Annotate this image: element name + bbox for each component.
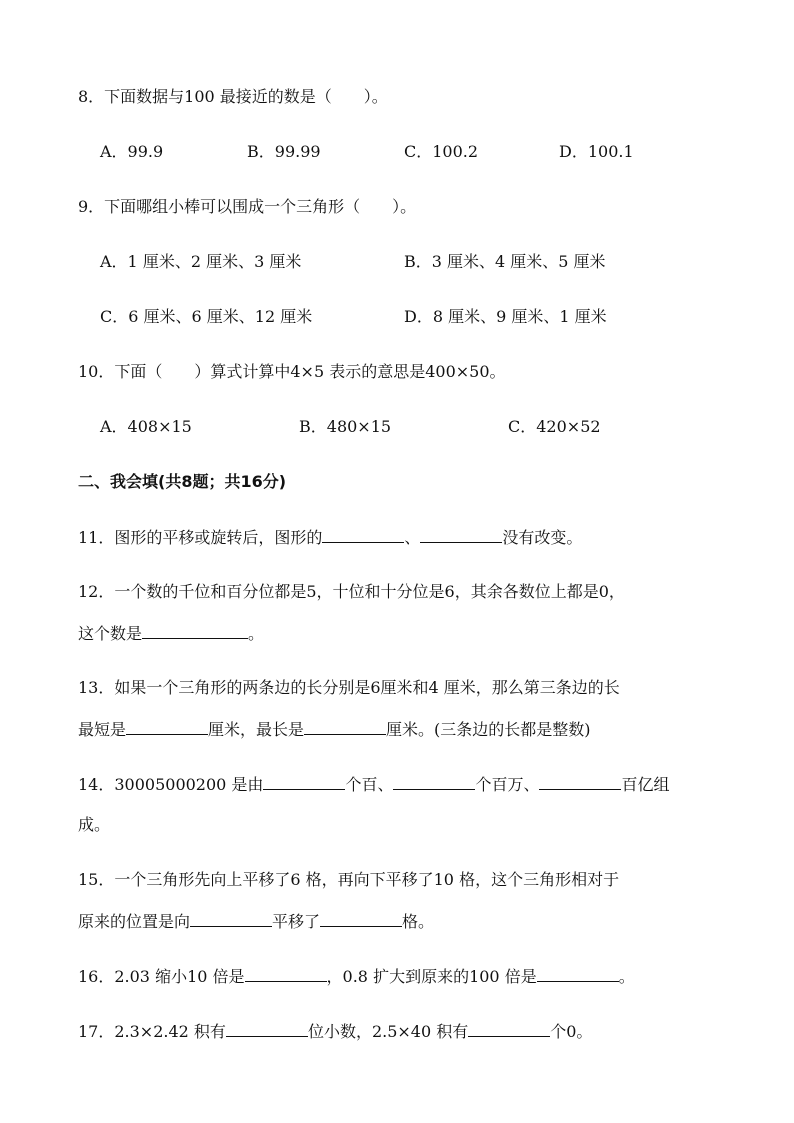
q8-option-c: C．100.2 bbox=[404, 142, 479, 161]
q15-text-c: 格。 bbox=[402, 912, 435, 931]
q8-option-b: B．99.99 bbox=[247, 142, 321, 161]
question-15-line-1: 15．一个三角形先向上平移了6 格，再向下平移了10 格，这个三角形相对于 bbox=[78, 870, 620, 889]
q16-text-a: 16．2.03 缩小10 倍是 bbox=[78, 967, 245, 986]
question-14-line-2: 成。 bbox=[78, 815, 111, 834]
q10-option-a: A．408×15 bbox=[100, 417, 192, 436]
q14-blank-1[interactable] bbox=[263, 773, 345, 790]
q15-blank-1[interactable] bbox=[190, 910, 272, 927]
q17-text-c: 个0。 bbox=[550, 1022, 593, 1041]
q13-blank-1[interactable] bbox=[126, 718, 208, 735]
q12-text-a: 这个数是 bbox=[78, 624, 143, 643]
question-11 bbox=[78, 526, 582, 549]
question-12-line-2 bbox=[78, 622, 264, 645]
q11-text-a: 11．图形的平移或旋转后，图形的 bbox=[78, 528, 323, 547]
q11-blank-2[interactable] bbox=[420, 526, 502, 543]
q11-blank-1[interactable] bbox=[322, 526, 404, 543]
q14-text-d: 百亿组 bbox=[621, 775, 670, 794]
q13-text-a: 最短是 bbox=[78, 720, 127, 739]
q17-text-a: 17．2.3×2.42 积有 bbox=[78, 1022, 226, 1041]
q14-blank-3[interactable] bbox=[539, 773, 621, 790]
question-13-line-1: 13．如果一个三角形的两条边的长分别是6厘米和4 厘米，那么第三条边的长 bbox=[78, 678, 620, 697]
q8-option-d: D．100.1 bbox=[559, 142, 634, 161]
q9-option-a: A．1 厘米、2 厘米、3 厘米 bbox=[100, 252, 302, 271]
q16-blank-2[interactable] bbox=[537, 965, 619, 982]
q14-text-a: 14．30005000200 是由 bbox=[78, 775, 264, 794]
q15-text-b: 平移了 bbox=[272, 912, 321, 931]
q11-text-c: 没有改变。 bbox=[502, 528, 583, 547]
q14-text-b: 个百、 bbox=[345, 775, 394, 794]
question-17 bbox=[78, 1020, 592, 1043]
question-8-stem: 8．下面数据与100 最接近的数是（ ）。 bbox=[78, 87, 388, 106]
q16-text-c: 。 bbox=[618, 967, 635, 986]
q13-text-c: 厘米。(三条边的长都是整数) bbox=[386, 720, 591, 739]
q14-blank-2[interactable] bbox=[393, 773, 475, 790]
q9-option-b: B．3 厘米、4 厘米、5 厘米 bbox=[404, 252, 606, 271]
question-12-line-1: 12．一个数的千位和百分位都是5，十位和十分位是6，其余各数位上都是0， bbox=[78, 582, 625, 601]
question-10-stem: 10．下面（ ）算式计算中4×5 表示的意思是400×50。 bbox=[78, 362, 506, 381]
question-14-line-1 bbox=[78, 773, 669, 796]
q9-option-c: C．6 厘米、6 厘米、12 厘米 bbox=[100, 307, 313, 326]
q16-text-b: ，0.8 扩大到原来的100 倍是 bbox=[326, 967, 537, 986]
q16-blank-1[interactable] bbox=[245, 965, 327, 982]
section-2-heading: 二、我会填(共8题；共16分) bbox=[78, 472, 287, 491]
q12-text-b: 。 bbox=[248, 624, 265, 643]
q15-blank-2[interactable] bbox=[320, 910, 402, 927]
q13-text-b: 厘米，最长是 bbox=[208, 720, 305, 739]
question-13-line-2 bbox=[78, 718, 591, 741]
q12-blank-1[interactable] bbox=[142, 622, 248, 639]
question-15-line-2 bbox=[78, 910, 434, 933]
question-16 bbox=[78, 965, 635, 988]
q14-text-c: 个百万、 bbox=[475, 775, 540, 794]
q8-option-a: A．99.9 bbox=[100, 142, 164, 161]
q17-blank-1[interactable] bbox=[226, 1020, 308, 1037]
q10-option-b: B．480×15 bbox=[299, 417, 392, 436]
q17-blank-2[interactable] bbox=[468, 1020, 550, 1037]
q15-text-a: 原来的位置是向 bbox=[78, 912, 191, 931]
question-9-stem: 9．下面哪组小棒可以围成一个三角形（ ）。 bbox=[78, 197, 417, 216]
q10-option-c: C．420×52 bbox=[508, 417, 601, 436]
q13-blank-2[interactable] bbox=[304, 718, 386, 735]
q17-text-b: 位小数，2.5×40 积有 bbox=[307, 1022, 469, 1041]
q9-option-d: D．8 厘米、9 厘米、1 厘米 bbox=[404, 307, 607, 326]
q11-text-b: 、 bbox=[404, 528, 421, 547]
